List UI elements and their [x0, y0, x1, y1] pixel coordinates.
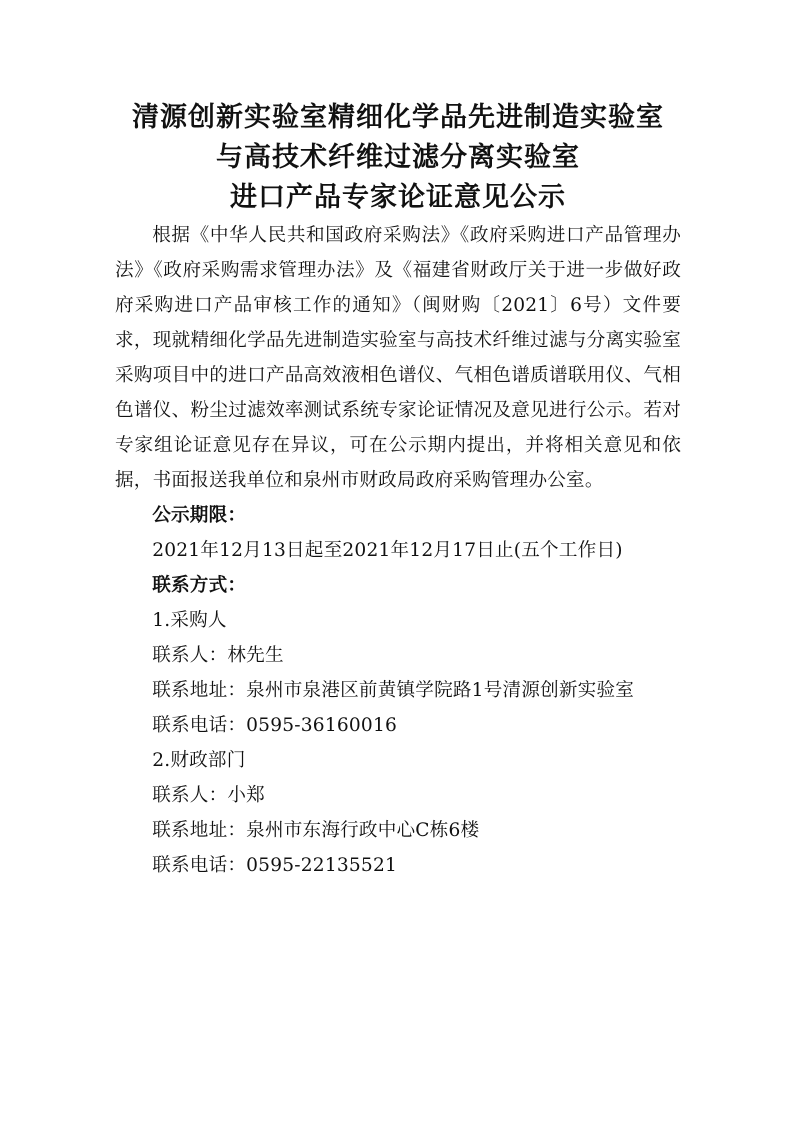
finance-contact: 联系人：小郑	[152, 785, 265, 806]
period-text: 2021年12月13日起至2021年12月17日止(五个工作日)	[152, 540, 623, 561]
purchaser-address: 联系地址：泉州市泉港区前黄镇学院路1号清源创新实验室	[152, 680, 635, 701]
finance-phone: 联系电话：0595-22135521	[152, 855, 397, 876]
period-heading: 公示期限：	[152, 505, 247, 526]
document-title-line-1: 清源创新实验室精细化学品先进制造实验室	[132, 102, 664, 133]
document-title-line-3: 进口产品专家论证意见公示	[230, 182, 566, 213]
document-title-line-2: 与高技术纤维过滤分离实验室	[216, 142, 580, 173]
purchaser-phone: 联系电话：0595-36160016	[152, 715, 397, 736]
intro-paragraph: 根据《中华人民共和国政府采购法》《政府采购进口产品管理办法》《政府采购需求管理办法》及《福建省财政厅关于进一步做好政府采购进口产品审核工作的通知》（闽财购〔2021〕6号）文件要求，现就精细化学品先进制造实验室与高技术纤维过滤与分离实验室采购项目中的进口产品高效液相色谱仪、气相色谱质谱联用仪、气相色谱仪、粉尘过滤效率测试系统专家论证情况及意见进行公示。若对专家组论证意见存在异议，可在公示期内提出，并将相关意见和依据，书面报送我单位和泉州市财政局政府采购管理办公室。	[115, 225, 681, 491]
finance-address: 联系地址：泉州市东海行政中心C栋6楼	[152, 820, 480, 841]
purchaser-contact: 联系人：林先生	[152, 645, 284, 666]
contact-heading: 联系方式：	[152, 575, 247, 596]
purchaser-heading: 1.采购人	[152, 610, 227, 631]
finance-heading: 2.财政部门	[152, 750, 246, 771]
